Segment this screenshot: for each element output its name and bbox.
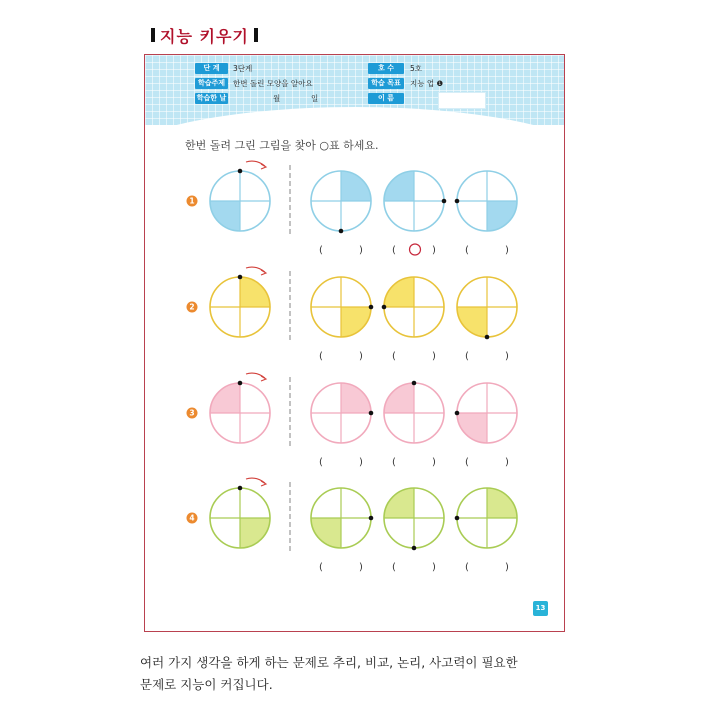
answer-paren-close: ) [359,562,363,573]
answer-paren-close: ) [432,457,436,468]
answer-slot[interactable] [325,559,357,573]
answer-slot[interactable] [471,559,503,573]
option-circle-3-marker-dot [485,335,490,340]
answer-paren-close: ) [505,245,509,256]
reference-circle-marker-dot [238,169,243,174]
answer-slot[interactable] [398,454,430,468]
answer-paren-open: ( [465,562,469,573]
answer-paren-open: ( [319,351,323,362]
stage-label: 단 계 [195,63,228,74]
date-label: 학습한 날 [196,94,227,102]
row-number-text: 4 [189,513,195,523]
option-circle-3-marker-dot [455,411,460,416]
caption [140,652,590,696]
caption-line-1: 여러 가지 생각을 하게 하는 문제로 추리, 비교, 논리, 사고력이 필요한 [140,655,518,670]
answer-paren-close: ) [505,457,509,468]
answer-paren-open: ( [392,562,396,573]
option-circle-1-marker-dot [369,305,374,310]
problem-row-1 [187,161,518,256]
answer-slot[interactable] [325,242,357,256]
answer-paren-close: ) [359,245,363,256]
instruction-text: 한번 돌려 그린 그림을 찾아 ○표 하세요. [185,139,379,152]
problem-row-3 [187,373,518,468]
issue-value: 5호 [410,64,423,73]
answer-paren-open: ( [392,245,396,256]
answer-paren-open: ( [465,351,469,362]
option-circle-1-marker-dot [369,516,374,521]
topic-value: 한번 돌린 모양을 알아요 [233,79,313,88]
answer-paren-close: ) [359,351,363,362]
answer-paren-close: ) [432,562,436,573]
month-label: 월 [273,94,281,103]
answer-paren-open: ( [319,457,323,468]
option-circle-2-marker-dot [412,546,417,551]
answer-paren-close: ) [505,562,509,573]
heading-bar-left [151,28,155,42]
reference-circle-marker-dot [238,486,243,491]
name-label: 이 름 [368,93,404,104]
answer-slot[interactable] [471,454,503,468]
option-circle-2-marker-dot [442,199,447,204]
answer-paren-close: ) [359,457,363,468]
answer-paren-close: ) [432,351,436,362]
row-number-text: 3 [189,408,195,418]
answer-paren-open: ( [392,457,396,468]
option-circle-1-marker-dot [369,411,374,416]
day-label: 일 [311,94,319,103]
answer-paren-open: ( [465,457,469,468]
section-heading [146,24,263,46]
answer-paren-close: ) [432,245,436,256]
row-number-text: 1 [189,196,195,206]
option-circle-3-marker-dot [455,199,460,204]
reference-circle-marker-dot [238,275,243,280]
answer-slot[interactable] [471,242,503,256]
answer-paren-open: ( [319,562,323,573]
answer-slot[interactable] [325,454,357,468]
answer-paren-open: ( [465,245,469,256]
reference-circle-marker-dot [238,381,243,386]
answer-paren-close: ) [505,351,509,362]
option-circle-2-marker-dot [382,305,387,310]
option-circle-1-marker-dot [339,229,344,234]
answer-paren-open: ( [392,351,396,362]
row-number-text: 2 [189,302,195,312]
heading-bar-right [254,28,258,42]
option-circle-3-marker-dot [455,516,460,521]
caption-line-2: 문제로 지능이 커집니다. [140,677,273,692]
answer-paren-open: ( [319,245,323,256]
goal-value: 지능 업 ❶ [410,79,444,88]
page-number: 13 [533,601,548,616]
option-circle-2-marker-dot [412,381,417,386]
problem-row-4 [187,478,518,573]
problem-row-2 [187,267,518,362]
topic-label: 학습주제 [195,78,228,89]
problem-rows [145,55,564,631]
answer-slot[interactable] [398,348,430,362]
answer-slot[interactable] [325,348,357,362]
goal-label: 학습 목표 [368,78,404,89]
worksheet [144,54,565,632]
answer-slot[interactable] [398,242,430,256]
answer-slot[interactable] [471,348,503,362]
answer-slot[interactable] [398,559,430,573]
stage-value: 3단계 [233,64,253,73]
issue-label: 호 수 [368,63,404,74]
heading-text: 지능 키우기 [160,26,249,46]
